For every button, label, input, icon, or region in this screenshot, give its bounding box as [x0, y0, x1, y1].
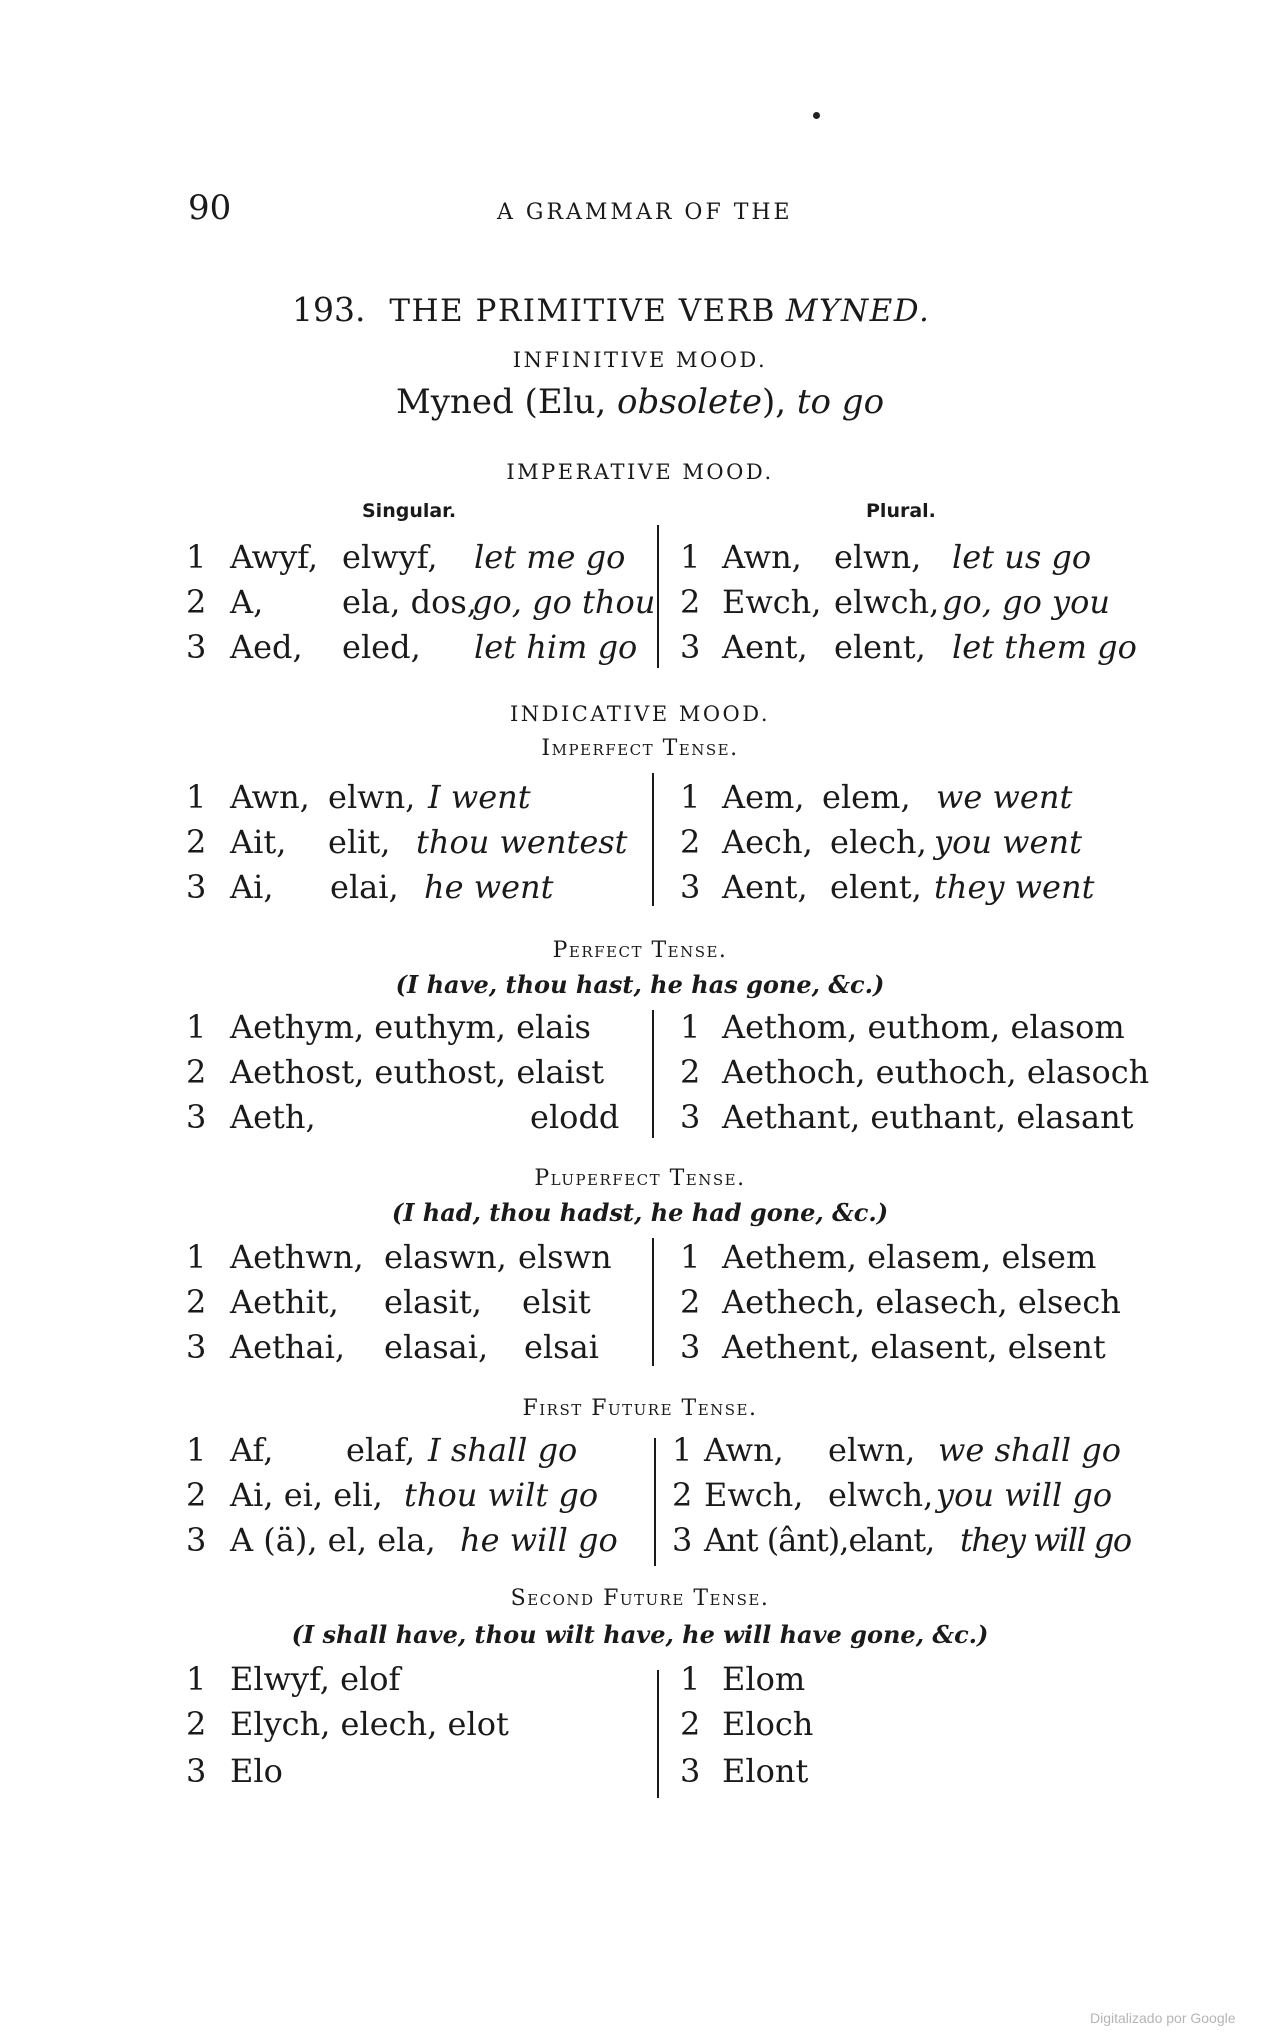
verb-form: Aethit, [230, 1283, 339, 1321]
person-number: 1 [186, 538, 207, 576]
verb-form: elwch, [834, 583, 940, 621]
gloss: go, go thou [472, 583, 656, 621]
verb-form: elaswn, [384, 1238, 507, 1276]
person-number: 2 [186, 1705, 207, 1743]
person-number: 2 [680, 1705, 701, 1743]
verb-form: Aech, [722, 823, 813, 861]
verb-form: Ai, ei, eli, [230, 1476, 383, 1514]
gloss: let me go [474, 538, 626, 576]
person-number: 3 [680, 1752, 701, 1790]
verb-form: Aethom, euthom, elasom [722, 1008, 1125, 1046]
verb-form: Awn, [704, 1431, 784, 1469]
section-title-verb: MYNED. [785, 293, 931, 329]
ink-speck [813, 112, 820, 119]
person-number: 1 [672, 1431, 693, 1469]
gloss: thou wilt go [404, 1476, 599, 1514]
person-number: 2 [186, 1053, 207, 1091]
pluperfect-heading: Pluperfect Tense. [534, 1166, 746, 1191]
gloss: let us go [952, 538, 1092, 576]
gloss: they went [934, 868, 1095, 906]
person-number: 1 [186, 1008, 207, 1046]
verb-form: Aed, [230, 628, 303, 666]
verb-form: Aethost, euthost, elaist [230, 1053, 605, 1091]
verb-form: elwn, [828, 1431, 916, 1469]
gloss: he went [424, 868, 554, 906]
singular-label: Singular. [362, 500, 457, 522]
verb-form: Aethoch, euthoch, elasoch [722, 1053, 1150, 1091]
verb-form: Ait, [230, 823, 287, 861]
person-number: 2 [680, 823, 701, 861]
gloss: let him go [474, 628, 638, 666]
person-number: 3 [672, 1521, 693, 1559]
verb-form: Aent, [722, 628, 808, 666]
person-number: 3 [680, 628, 701, 666]
person-number: 1 [186, 1660, 207, 1698]
verb-form: Awn, [230, 778, 310, 816]
imperfect-heading: Imperfect Tense. [541, 736, 739, 761]
verb-form: Aethym, euthym, elais [230, 1008, 591, 1046]
person-number: 3 [186, 1098, 207, 1136]
gloss: I shall go [428, 1431, 578, 1469]
verb-form: elswn [518, 1238, 612, 1276]
verb-form: Ewch, [722, 583, 822, 621]
verb-form: A, [230, 583, 264, 621]
person-number: 1 [680, 1008, 701, 1046]
verb-form: Af, [230, 1431, 274, 1469]
person-number: 2 [186, 583, 207, 621]
verb-form: Aethech, elasech, elsech [722, 1283, 1121, 1321]
column-divider [652, 773, 654, 906]
second-future-heading: Second Future Tense. [510, 1586, 770, 1611]
gloss: they will go [960, 1521, 1131, 1559]
plural-label: Plural. [866, 500, 936, 522]
verb-form: eled, [342, 628, 421, 666]
person-number: 3 [680, 1328, 701, 1366]
section-title [292, 290, 930, 329]
infinitive-verb: Myned (Elu, [395, 382, 607, 422]
person-number: 3 [186, 868, 207, 906]
verb-form: Aethent, elasent, elsent [722, 1328, 1106, 1366]
person-number: 1 [680, 778, 701, 816]
column-divider [657, 1670, 659, 1798]
verb-form: Aethwn, [230, 1238, 364, 1276]
gloss: he will go [460, 1521, 618, 1559]
verb-form: elwn, [328, 778, 416, 816]
second-future-note: (I shall have, thou wilt have, he will have gone, &c.) [291, 1620, 989, 1649]
person-number: 3 [680, 868, 701, 906]
column-divider [652, 1010, 654, 1138]
infinitive-punct: ), [761, 382, 787, 422]
gloss: you went [934, 823, 1082, 861]
gloss: you will go [936, 1476, 1113, 1514]
person-number: 3 [186, 1521, 207, 1559]
perfect-note: (I have, thou hast, he has gone, &c.) [395, 970, 885, 999]
column-divider [654, 1438, 656, 1566]
column-divider [657, 525, 659, 668]
person-number: 2 [186, 823, 207, 861]
gloss: we shall go [938, 1431, 1121, 1469]
verb-form: elit, [328, 823, 391, 861]
verb-form: Aethem, elasem, elsem [722, 1238, 1097, 1276]
section-title-text: THE PRIMITIVE VERB [389, 293, 776, 329]
verb-form: Ant (ânt),elant, [704, 1521, 935, 1559]
imperative-heading: IMPERATIVE MOOD. [506, 460, 774, 484]
verb-form: Elwyf, elof [230, 1660, 401, 1698]
verb-form: elaf, [346, 1431, 416, 1469]
gloss: go, go you [942, 583, 1110, 621]
verb-form: elasai, [384, 1328, 489, 1366]
running-head: A GRAMMAR OF THE [497, 200, 793, 225]
verb-form: elsit [522, 1283, 591, 1321]
section-number: 193. [292, 290, 366, 329]
person-number: 2 [186, 1283, 207, 1321]
pluperfect-note: (I had, thou hadst, he had gone, &c.) [391, 1198, 889, 1227]
gloss: we went [936, 778, 1073, 816]
verb-form: Aent, [722, 868, 808, 906]
infinitive-heading: INFINITIVE MOOD. [512, 348, 768, 372]
verb-form: elwyf, [342, 538, 438, 576]
person-number: 2 [680, 583, 701, 621]
gloss: I went [428, 778, 531, 816]
verb-form: elasit, [384, 1283, 482, 1321]
verb-form: elsai [524, 1328, 599, 1366]
infinitive-gloss: to go [796, 382, 885, 422]
verb-form: elai, [330, 868, 399, 906]
column-divider [652, 1238, 654, 1366]
verb-form: elent, [834, 628, 926, 666]
person-number: 3 [186, 1328, 207, 1366]
perfect-heading: Perfect Tense. [552, 938, 728, 963]
verb-form: Elont [722, 1752, 809, 1790]
first-future-heading: First Future Tense. [522, 1396, 758, 1421]
person-number: 2 [186, 1476, 207, 1514]
page-number: 90 [188, 188, 232, 228]
verb-form: Aeth, [230, 1098, 316, 1136]
verb-form: Aethant, euthant, elasant [722, 1098, 1134, 1136]
digitization-watermark: Digitalizado por Google [1090, 2010, 1236, 2026]
verb-form: elem, [822, 778, 911, 816]
person-number: 2 [672, 1476, 693, 1514]
person-number: 1 [680, 1660, 701, 1698]
gloss: let them go [952, 628, 1137, 666]
verb-form: Awyf, [230, 538, 319, 576]
verb-form: elodd [530, 1098, 620, 1136]
verb-form: elwch, [828, 1476, 934, 1514]
verb-form: Elych, elech, elot [230, 1705, 509, 1743]
person-number: 1 [680, 1238, 701, 1276]
verb-form: Elom [722, 1660, 806, 1698]
indicative-heading: INDICATIVE MOOD. [509, 702, 771, 726]
gloss: thou wentest [416, 823, 628, 861]
verb-form: Aem, [722, 778, 805, 816]
verb-form: Eloch [722, 1705, 814, 1743]
person-number: 2 [680, 1053, 701, 1091]
person-number: 3 [186, 628, 207, 666]
infinitive-obsolete: obsolete [617, 382, 762, 422]
verb-form: elech, [830, 823, 927, 861]
person-number: 3 [186, 1752, 207, 1790]
verb-form: Awn, [722, 538, 802, 576]
verb-form: elent, [830, 868, 922, 906]
verb-form: elwn, [834, 538, 922, 576]
verb-form: Elo [230, 1752, 283, 1790]
person-number: 1 [680, 538, 701, 576]
person-number: 1 [186, 1238, 207, 1276]
person-number: 1 [186, 778, 207, 816]
person-number: 3 [680, 1098, 701, 1136]
verb-form: ela, dos, [342, 583, 477, 621]
person-number: 2 [680, 1283, 701, 1321]
person-number: 1 [186, 1431, 207, 1469]
verb-form: A (ä), el, ela, [230, 1521, 436, 1559]
verb-form: Ai, [230, 868, 274, 906]
infinitive-line [0, 382, 1280, 422]
verb-form: Aethai, [230, 1328, 345, 1366]
verb-form: Ewch, [704, 1476, 804, 1514]
